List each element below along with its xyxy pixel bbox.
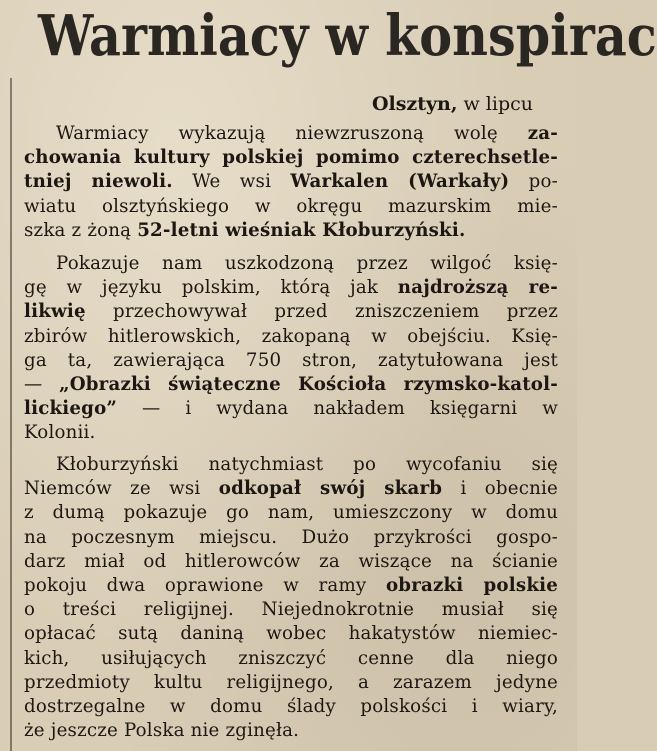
text: ga ta, zawierająca 750 stron, zatytułowana jest <box>24 349 558 371</box>
text-line <box>24 574 558 598</box>
bold-text: 52-letni wieśniak Kłoburzyński. <box>137 219 466 241</box>
text-line <box>24 397 558 421</box>
paragraph-1 <box>24 122 558 243</box>
text: darz miał od hitlerowców za wiszące na ścianie <box>24 550 558 572</box>
text-line <box>24 146 558 170</box>
text-line <box>24 453 558 477</box>
text: przedmioty kultu religijnego, a zarazem jedyne <box>24 671 558 693</box>
text-line <box>24 373 558 397</box>
text: Niemców ze wsi <box>24 478 219 500</box>
text-line <box>24 300 558 324</box>
text-line <box>24 526 558 550</box>
dateline <box>372 92 533 116</box>
text-line <box>24 122 558 146</box>
text: Pokazuje nam uszkodzoną przez wilgoć księ- <box>56 253 558 274</box>
text: Warmiacy wykazują niewzruszoną wolę <box>56 123 528 144</box>
text: opłacać sutą daniną wobec hakatystów niemiec- <box>24 623 558 645</box>
text-line <box>24 421 558 445</box>
text: gę w języku polskim, którą jak <box>24 277 398 299</box>
text-line <box>24 349 558 373</box>
text-line <box>24 195 558 219</box>
text-line <box>24 252 558 276</box>
dateline-place: Olsztyn, <box>371 93 458 115</box>
text: przechowywał przed zniszczeniem przez <box>85 301 558 323</box>
bold-text: chowania kultury polskiej pomimo czterechsetle- <box>24 147 558 169</box>
text: Kłoburzyński natychmiast po wycofaniu się <box>56 454 558 475</box>
text-line <box>24 719 558 743</box>
bold-text: likwię <box>24 301 86 323</box>
text: po- <box>509 171 559 193</box>
paragraph-2 <box>24 252 558 446</box>
dateline-date: w lipcu <box>463 93 533 115</box>
text-line <box>24 501 558 525</box>
text: że jeszcze Polska nie zginęła. <box>24 720 300 742</box>
bold-text: Warkalen (Warkały) <box>290 171 510 193</box>
text-line <box>24 550 558 574</box>
text: kich, usiłujących zniszczyć cenne dla niego <box>24 647 558 669</box>
text: i obecnie <box>442 478 558 500</box>
column-rule <box>10 78 12 751</box>
text-line <box>24 671 558 695</box>
text-line <box>24 695 558 719</box>
text: — i wydana nakładem księgarni w <box>117 398 558 420</box>
bold-text: najdroższą re- <box>397 277 558 299</box>
text-line <box>24 276 558 300</box>
text: wiatu olsztyńskiego w okręgu mazurskim mie- <box>24 195 558 217</box>
text: Kolonii. <box>24 422 96 444</box>
text-line <box>24 170 558 194</box>
text-line <box>24 598 558 622</box>
text: szka z żoną <box>24 219 138 241</box>
text: pokoju dwa oprawione w ramy <box>24 574 386 596</box>
bold-text: za- <box>527 123 558 144</box>
text-line <box>24 325 558 349</box>
text: z dumą pokazuje go nam, umieszczony w domu <box>24 502 558 524</box>
text-line <box>24 477 558 501</box>
text: dostrzegalne w domu ślady polskości i wiary, <box>24 695 558 717</box>
text: o treści religijnej. Niejednokrotnie musiał się <box>24 599 558 621</box>
bold-text: obrazki polskie <box>385 574 558 596</box>
paragraph-3 <box>24 453 558 743</box>
text: — <box>24 373 60 395</box>
text: We wsi <box>172 171 291 193</box>
text-line <box>24 622 558 646</box>
text-line <box>24 647 558 671</box>
text: zbirów hitlerowskich, zakopaną w obejściu. Księ- <box>24 325 558 347</box>
headline: Warmiacy w konspirac <box>38 3 657 69</box>
text: na poczesnym miejscu. Dużo przykrości gospo- <box>24 526 558 548</box>
bold-text: lickiego” <box>24 398 118 420</box>
text-line <box>24 219 558 243</box>
bold-text: „Obrazki świąteczne Kościoła rzymsko-katol- <box>59 373 558 395</box>
bold-text: tniej niewoli. <box>24 171 173 193</box>
bold-text: odkopał swój skarb <box>218 478 443 500</box>
